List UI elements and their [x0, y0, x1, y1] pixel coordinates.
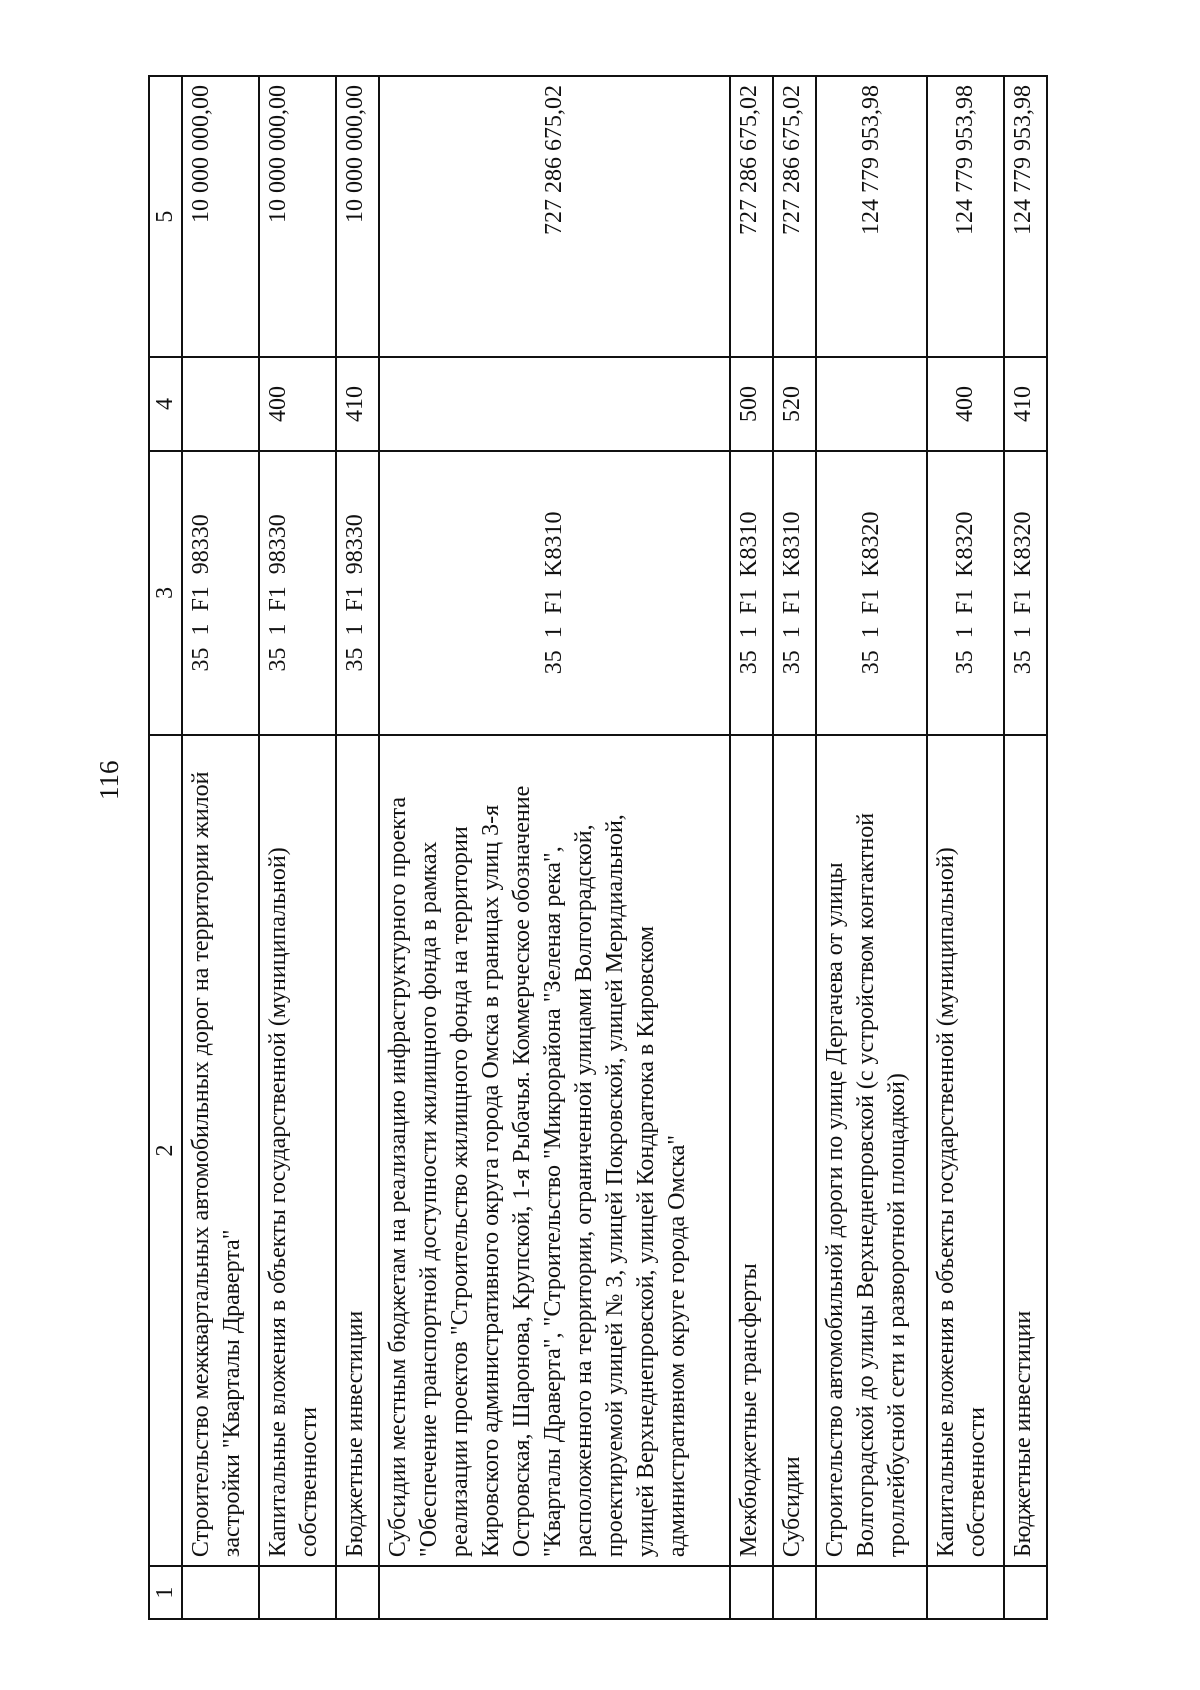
row-name-cell: Субсидии местным бюджетам на реализацию инфраструктурного проекта "Обеспечение транспортной доступности жилищного фонда в рамках реализации проектов "Строительство жилищного фонда на территории Кировского административного округа города Омска в границах улиц 3-я Островская, Шаронова, Крупской, 1-я Рыбачья. Коммерческое обозначение "Кварталы Драверта", "Строительство "Микрорайона "Зеленая река", расположенного на территории, ограниченной улицами Волгоградской, проектируемой улицей № 3, улицей Покровской, улицей Меридиальной, улицей Верхнеднепровской, улицей Кондратюка в Кировском административном округе города Омска"	[379, 735, 729, 1566]
row-type-cell: 500	[730, 357, 773, 451]
row-index-cell	[336, 1566, 379, 1619]
header-col-1: 1	[149, 1566, 182, 1619]
row-name-cell: Межбюджетные трансферты	[730, 735, 773, 1566]
table-row	[1004, 76, 1047, 1619]
row-amount-cell: 10 000 000,00	[182, 76, 259, 357]
row-type-cell: 410	[336, 357, 379, 451]
row-code-cell: 35 1 F1 98330	[336, 451, 379, 735]
row-type-cell: 520	[773, 357, 816, 451]
table-row	[259, 76, 336, 1619]
row-amount-cell: 727 286 675,02	[379, 76, 729, 357]
row-code-cell: 35 1 F1 K8320	[816, 451, 927, 735]
row-amount-cell: 124 779 953,98	[1004, 76, 1047, 357]
row-code-cell: 35 1 F1 K8320	[1004, 451, 1047, 735]
row-amount-cell: 10 000 000,00	[259, 76, 336, 357]
row-name-cell: Капитальные вложения в объекты государственной (муниципальной) собственности	[927, 735, 1004, 1566]
row-name-cell: Субсидии	[773, 735, 816, 1566]
row-type-cell	[379, 357, 729, 451]
row-amount-cell: 727 286 675,02	[773, 76, 816, 357]
row-index-cell	[927, 1566, 1004, 1619]
row-type-cell: 400	[259, 357, 336, 451]
table-row	[379, 76, 729, 1619]
table-row	[927, 76, 1004, 1619]
row-code-cell: 35 1 F1 98330	[259, 451, 336, 735]
row-index-cell	[379, 1566, 729, 1619]
row-type-cell	[182, 357, 259, 451]
table-row	[730, 76, 773, 1619]
row-amount-cell: 727 286 675,02	[730, 76, 773, 357]
row-type-cell	[816, 357, 927, 451]
row-name-cell: Строительство межквартальных автомобильных дорог на территории жилой застройки "Кварталы Драверта"	[182, 735, 259, 1566]
row-index-cell	[1004, 1566, 1047, 1619]
row-code-cell: 35 1 F1 K8310	[773, 451, 816, 735]
table-row	[182, 76, 259, 1619]
budget-table	[148, 75, 1048, 1620]
row-type-cell: 400	[927, 357, 1004, 451]
row-name-cell: Бюджетные инвестиции	[336, 735, 379, 1566]
row-amount-cell: 10 000 000,00	[336, 76, 379, 357]
header-col-3: 3	[149, 451, 182, 735]
row-code-cell: 35 1 F1 K8320	[927, 451, 1004, 735]
header-col-2: 2	[149, 735, 182, 1566]
row-code-cell: 35 1 F1 98330	[182, 451, 259, 735]
table-row	[773, 76, 816, 1619]
row-amount-cell: 124 779 953,98	[816, 76, 927, 357]
row-code-cell: 35 1 F1 K8310	[379, 451, 729, 735]
row-amount-cell: 124 779 953,98	[927, 76, 1004, 357]
row-code-cell: 35 1 F1 K8310	[730, 451, 773, 735]
header-col-5: 5	[149, 76, 182, 357]
table-row	[816, 76, 927, 1619]
table-header-row	[149, 76, 182, 1619]
table-row	[336, 76, 379, 1619]
header-col-4: 4	[149, 357, 182, 451]
row-index-cell	[816, 1566, 927, 1619]
row-index-cell	[182, 1566, 259, 1619]
page-number: 116	[94, 760, 124, 800]
row-index-cell	[773, 1566, 816, 1619]
row-name-cell: Бюджетные инвестиции	[1004, 735, 1047, 1566]
row-index-cell	[259, 1566, 336, 1619]
row-name-cell: Капитальные вложения в объекты государственной (муниципальной) собственности	[259, 735, 336, 1566]
row-index-cell	[730, 1566, 773, 1619]
row-type-cell: 410	[1004, 357, 1047, 451]
row-name-cell: Строительство автомобильной дороги по улице Дергачева от улицы Волгоградской до улицы Верхнеднепровской (с устройством контактной троллейбусной сети и разворотной площадкой)	[816, 735, 927, 1566]
